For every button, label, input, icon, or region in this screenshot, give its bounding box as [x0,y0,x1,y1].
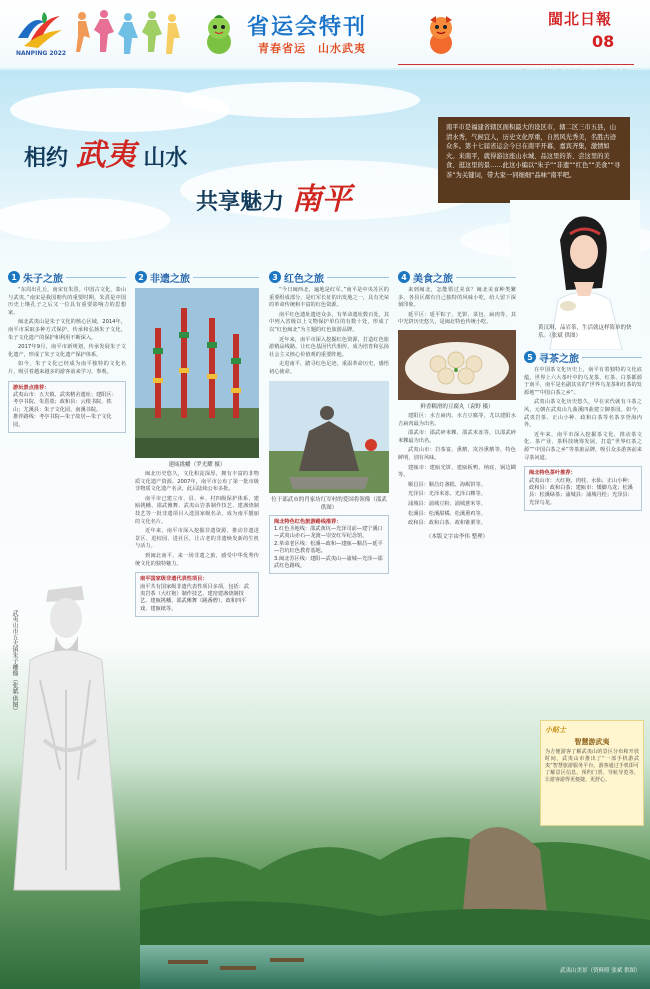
paragraph: 光泽县：光泽米冻、光泽白粿等。 [408,491,486,498]
tip-title: 智慧游武夷 [574,738,610,746]
section-rule [66,277,126,278]
red-army-statue-photo [269,381,389,493]
info-title: 闽北特色茶叶推荐： [529,470,576,477]
paragraph: 武夷山茶文化历史悠久，早在宋代就有斗茶之风，元朝在武夷山九曲溪四曲建立御茶园。如今，武夷岩茶、正山小种、政和白茶等名茶享誉海内外。 [524,399,642,429]
paragraph: 如今，朱子文化已经成为南平独特的文化名片，吸引着越来越多的游客前来学习、参观。 [8,361,126,375]
photo-caption: 位于邵武市的肖家坊红军村的爱国将领像（邵武 供图） [271,496,387,511]
landscape-caption: 武夷山美景（资料照 张斌 供图） [560,968,641,974]
header-rule [398,64,634,65]
paragraph: 浦城县：浦城豆粉、浦城薏米等。 [408,500,486,507]
section-rule [582,357,642,358]
zhuxi-statue-photo [0,570,140,920]
paragraph: 走进南平，踏寻红色足迹，重温革命历史，感悟初心使命。 [269,361,389,375]
headline-highlight: 南平 [291,182,352,217]
paragraph: 延平区：延平粽子、光饼、菜包、扁肉等，其中光饼历史悠久，是闽北特色传统小吃。 [398,311,516,326]
paragraph: 武夷山市：岩茶宴、熏鹅、岚谷熏鹅等，特色鲜明，别有风味。 [398,447,516,461]
paragraph: 顺昌县：顺昌灯盏糕、海蛎饼等。 [408,481,486,488]
section-number: 1 [8,271,20,283]
headline-highlight: 武夷 [75,138,136,173]
games-logo-icon [14,8,66,50]
section-number: 3 [269,271,281,283]
section-header [135,270,259,284]
tofu-balls-photo [398,330,516,400]
info-line: 3.闽北苏区线：建阳—武夷山—浦城—光泽—邵武红色路线。 [274,555,383,569]
section-body-more [398,413,516,528]
paragraph: 建阳区：水吉扁肉、水吉豆腐等，尤以建阳水吉扁肉最为出名。 [398,412,516,427]
headline-text: 共享魅力 [196,189,285,215]
section-body [398,287,516,327]
paragraph: 建瓯市：建瓯光饼、建瓯板鸭、纳底、锅边糊等。 [398,464,516,479]
section-header [269,270,389,284]
info-box [524,466,642,511]
section-title: 非遗之旅 [150,273,190,285]
section-number: 2 [135,271,147,283]
section-number: 4 [398,271,410,283]
wuyi-landscape-photo [140,820,650,989]
headline-line-2 [196,174,352,218]
section-rule [193,277,259,278]
section-header [8,270,126,284]
info-line: 武夷山市：大红袍、肉桂、水仙、正山小种；政和县：政和白茶；建瓯市：矮脚乌龙；松溪县：松溪绿茶；浦城县：浦城丹桂；光泽县：光泽乌龙。 [529,477,633,506]
paragraph: 近年来，南平市深入挖掘非遗资源，推动非遗进景区、进校园、进社区，让古老的非遗焕发新的生机与活力。 [135,528,259,550]
page-number: 08 [592,32,615,51]
section-number: 5 [524,351,536,363]
statue-caption: 武夷山市五夫镇朱子雕像（张斌 供图） [11,610,18,714]
tip-box [540,720,644,826]
section-xuncha [524,350,642,511]
info-line: 2.革命老区线：松溪—政和—建瓯—顺昌—延平—岩坑红色教育基地。 [274,540,383,555]
headline-text: 山水 [143,145,188,171]
tip-text: 为方便游客了解武夷山的景区分布和开放时间，武夷山市推出了“一部手机游武夷”智慧旅游服务平台，游客通过手机即可了解景区信息、预约门票、导航导览等，让游客游得更便捷、更舒心。 [545,749,639,783]
paragraph: 闽北历史悠久，文化积淀深厚，拥有丰富的非物质文化遗产资源。2007年，南平市公布了第一批市级非物质文化遗产名录，此后陆续公布多批。 [135,471,259,493]
section-rule [456,277,516,278]
section-meishi [398,270,516,540]
info-title: 闽北特色红色旅游路线推荐： [274,518,342,525]
info-box [135,572,259,617]
section-body [524,367,642,462]
paragraph: 南平市已建立市、县、乡、村四级保护体系，建瓯挑幡、邵武傩舞、武夷山岩茶制作技艺、建盏烧制技艺等一批非遗项目入选国家级名录，成为南平靓丽的文化名片。 [135,495,259,525]
section-rule [327,277,389,278]
paragraph: 2017年9月，南平市新规划，传承发展朱子文化遗产，形成了朱子文化遗产保护体系。 [8,344,126,358]
headline-line-1 [24,130,187,174]
paragraph: 松溪县：松溪甜橘、松溪熏鸡等。 [408,510,486,517]
info-line: 推荐路线：考亭书院—朱子故居—朱子文化园。 [13,414,112,428]
logo-text: NANPING 2022 [16,50,67,57]
paragraph: 南平红色遗址遗迹众多，有革命遗址数百处，其中列入省级以上文物保护单位的有数十处，形成了以“红色闽北”为主题的红色旅游品牌。 [269,311,389,333]
photo-caption: 鲜香糯滑的豆腐丸（袁野 摄） [420,403,494,410]
paragraph: 政和县：政和白茶、政和锥栗等。 [408,520,486,527]
section-body [269,287,389,377]
info-box [8,381,126,433]
paragraph: “东周出孔丘，南宋有朱熹。中国古文化，泰山与武夷。”南宋是我国朝代的重要时期，朱熹是中国历史上继孔子之后又一位具有重要影响力的思想家。 [8,287,126,316]
section-header [398,270,516,284]
tiaofan-photo [135,288,259,458]
special-issue-title: 省运会特刊 [247,14,368,40]
mascot-right-icon [422,14,460,56]
section-title: 红色之旅 [284,273,324,285]
headline-text: 相约 [24,145,69,171]
info-box [269,515,389,575]
text-credit: （本版文字由李伟 整理） [425,533,489,540]
section-title: 朱子之旅 [23,273,63,285]
section-header [524,350,642,364]
info-line: 南平共有国家级非遗代表性项目多项，包括：武夷岩茶（大红袍）制作技艺、建窑建盏烧制技艺、建瓯挑幡、邵武傩舞（跳番僧）、政和四平戏、建瓯纸等。 [140,583,249,612]
section-title: 寻茶之旅 [539,353,579,365]
paragraph: 在中国茶文化历史上，南平有着独特的文化底蕴。世界上六大茶叶中的乌龙茶、红茶、白茶都源于南平，南平是名副其实的“世界乌龙茶和红茶的发源地”“中国白茶之乡”。 [524,367,642,396]
section-body [135,471,259,568]
tip-label: 小贴士 [545,726,566,734]
photo-caption: 建瓯挑幡（罗光耀 摄） [168,462,226,468]
info-title: 游玩景点推荐： [13,384,50,391]
info-title: 南平国家级非遗代表性项目： [140,576,208,583]
newspaper-name: 閩北日報 [548,10,613,28]
paragraph: 邵武市：邵武碎米粿、邵武米冻等，以邵武碎米粿最为出名。 [398,430,516,444]
section-body [8,287,126,377]
paragraph: 近年来，南平市深入挖掘茶文化，推动茶文化、茶产业、茶科技统筹发展，打造“世界红茶之源”“中国白茶之乡”等茶旅品牌，吸引众多游客前来寻茶问道。 [524,431,642,461]
athlete-silhouettes-icon [70,8,180,58]
special-issue-slogan: 青春省运 山水武夷 [258,42,366,55]
section-hongse [269,270,389,574]
intro-box: 南平市是福建省辖区面积最大的设区市，辖二区三市五县，山清水秀，气候宜人，历史文化厚重，自然风光秀美，名胜古迹众多。第十七届省运会今日在南平开幕，嘉宾齐集，激情如火。来南平，就得游这座山水城、品这里的茶、尝这里的美食、逛这里的景……此这小编以“朱子”“非遗”“红色”“美食”“寻茶”为关键词，带大家一同细细“品味”南平吧。 [438,117,630,203]
section-zhuzi [8,270,126,433]
paragraph: 近年来，南平市深入挖掘红色资源，打造红色旅游精品线路，让红色基因代代相传，成为培育和弘扬社会主义核心价值观的重要阵地。 [269,336,389,358]
mascot-left-icon [200,14,238,56]
paragraph: 到闽北南平，来一场非遗之旅，感受中华优秀传统文化的独特魅力。 [135,552,259,567]
info-line: 1.红色圣地线：邵武黄坑—光泽司前—建宁溪口—武夷山赤石—龙渡—崇安红军纪念馆。 [274,525,383,540]
paragraph: “今日闽西北，遍地是红军。”南平是中央苏区的重要组成部分，是红军长征的出发地之一，具有光荣的革命传统和丰富的红色资源。 [269,287,389,309]
paragraph: 来到闽北，怎能错过美食？闽北美食种类繁多，各县区都有自己独特的风味小吃，给人留下深刻印象。 [398,287,516,309]
paragraph: 闽北武夷山是朱子文化的核心区域，2014年，南平市采取多种方式保护，传承和弘扬朱子文化，朱子文化遗产的保护和利用不断深入。 [8,319,126,341]
info-line: 武夷山市：五夫镇、武夷精舍遗址；建阳区：考亭书院、朱熹墓；政和县：云根书院、铁山；尤溪县：朱子文化园、南溪书院。 [13,391,117,413]
section-title: 美食之旅 [413,273,453,285]
section-feiyi [135,270,259,617]
portrait-caption: 黄汉琪，品岩茶，生活就这样简单的快乐。（张斌 供图） [538,325,632,339]
